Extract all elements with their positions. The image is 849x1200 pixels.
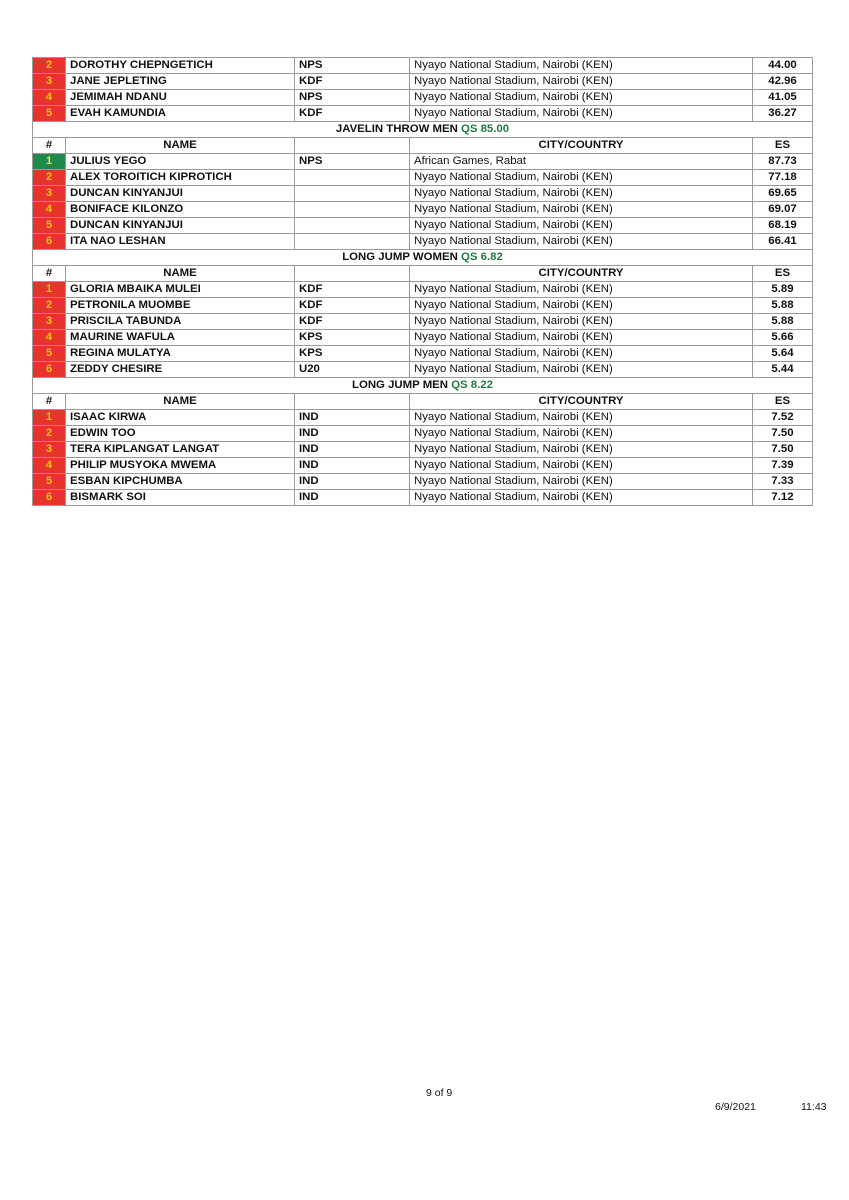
result-mark: 7.39	[753, 458, 813, 474]
qualifying-standard: QS 8.22	[451, 379, 493, 391]
athlete-name: REGINA MULATYA	[66, 346, 295, 362]
header-club	[295, 394, 410, 410]
header-result: ES	[753, 138, 813, 154]
athlete-row	[33, 298, 813, 314]
section-title-row	[33, 250, 813, 266]
result-mark: 42.96	[753, 74, 813, 90]
venue: Nyayo National Stadium, Nairobi (KEN)	[410, 218, 753, 234]
venue: Nyayo National Stadium, Nairobi (KEN)	[410, 458, 753, 474]
athlete-name: ITA NAO LESHAN	[66, 234, 295, 250]
rank-cell: 3	[33, 314, 66, 330]
athlete-club: NPS	[295, 90, 410, 106]
athlete-name: DUNCAN KINYANJUI	[66, 218, 295, 234]
qualifying-standard: QS 85.00	[460, 123, 510, 135]
athlete-row	[33, 426, 813, 442]
result-mark: 5.64	[753, 346, 813, 362]
result-mark: 7.50	[753, 426, 813, 442]
venue: Nyayo National Stadium, Nairobi (KEN)	[410, 474, 753, 490]
venue: Nyayo National Stadium, Nairobi (KEN)	[410, 74, 753, 90]
header-city-country: CITY/COUNTRY	[410, 138, 753, 154]
header-name: NAME	[66, 266, 295, 282]
venue: Nyayo National Stadium, Nairobi (KEN)	[410, 58, 753, 74]
result-mark: 41.05	[753, 90, 813, 106]
result-mark: 5.88	[753, 314, 813, 330]
column-header-row	[33, 138, 813, 154]
venue: Nyayo National Stadium, Nairobi (KEN)	[410, 202, 753, 218]
athlete-club: IND	[295, 410, 410, 426]
result-mark: 5.89	[753, 282, 813, 298]
athlete-row	[33, 442, 813, 458]
print-time: 11:43	[801, 1101, 827, 1113]
athlete-club: IND	[295, 474, 410, 490]
athlete-row	[33, 314, 813, 330]
rank-cell: 5	[33, 218, 66, 234]
rank-cell: 4	[33, 90, 66, 106]
athlete-row	[33, 90, 813, 106]
athlete-name: JEMIMAH NDANU	[66, 90, 295, 106]
athlete-club	[295, 202, 410, 218]
athlete-club: KDF	[295, 106, 410, 122]
result-mark: 44.00	[753, 58, 813, 74]
athlete-name: ISAAC KIRWA	[66, 410, 295, 426]
rank-cell: 6	[33, 362, 66, 378]
page-number: 9 of 9	[426, 1087, 453, 1099]
venue: Nyayo National Stadium, Nairobi (KEN)	[410, 186, 753, 202]
event-name: LONG JUMP MEN	[352, 379, 449, 391]
athlete-row	[33, 282, 813, 298]
athlete-name: ESBAN KIPCHUMBA	[66, 474, 295, 490]
result-mark: 87.73	[753, 154, 813, 170]
section-title-row	[33, 122, 813, 138]
venue: Nyayo National Stadium, Nairobi (KEN)	[410, 298, 753, 314]
venue: Nyayo National Stadium, Nairobi (KEN)	[410, 346, 753, 362]
event-name: LONG JUMP WOMEN	[342, 251, 458, 263]
result-mark: 68.19	[753, 218, 813, 234]
venue: Nyayo National Stadium, Nairobi (KEN)	[410, 106, 753, 122]
header-city-country: CITY/COUNTRY	[410, 394, 753, 410]
rank-cell: 5	[33, 474, 66, 490]
rank-cell: 1	[33, 154, 66, 170]
result-mark: 7.12	[753, 490, 813, 506]
rank-cell: 3	[33, 442, 66, 458]
athlete-name: BONIFACE KILONZO	[66, 202, 295, 218]
rank-cell: 4	[33, 202, 66, 218]
result-mark: 5.88	[753, 298, 813, 314]
athlete-club: KDF	[295, 298, 410, 314]
rank-cell: 3	[33, 74, 66, 90]
result-mark: 77.18	[753, 170, 813, 186]
athlete-club	[295, 170, 410, 186]
header-result: ES	[753, 394, 813, 410]
athlete-row	[33, 106, 813, 122]
rank-cell: 2	[33, 58, 66, 74]
column-header-row	[33, 394, 813, 410]
result-mark: 69.65	[753, 186, 813, 202]
header-rank: #	[33, 266, 66, 282]
rank-cell: 4	[33, 458, 66, 474]
athlete-name: DOROTHY CHEPNGETICH	[66, 58, 295, 74]
athlete-name: MAURINE WAFULA	[66, 330, 295, 346]
athlete-club: NPS	[295, 154, 410, 170]
section-title	[33, 250, 813, 266]
athlete-row	[33, 170, 813, 186]
athlete-row	[33, 218, 813, 234]
athlete-club: KDF	[295, 74, 410, 90]
venue: Nyayo National Stadium, Nairobi (KEN)	[410, 234, 753, 250]
athlete-name: BISMARK SOI	[66, 490, 295, 506]
header-name: NAME	[66, 394, 295, 410]
athlete-row	[33, 362, 813, 378]
qualifying-standard: QS 6.82	[460, 251, 503, 263]
venue: Nyayo National Stadium, Nairobi (KEN)	[410, 330, 753, 346]
athlete-row	[33, 74, 813, 90]
rank-cell: 5	[33, 106, 66, 122]
athlete-row	[33, 154, 813, 170]
athlete-row	[33, 490, 813, 506]
athlete-row	[33, 410, 813, 426]
header-name: NAME	[66, 138, 295, 154]
rank-cell: 6	[33, 490, 66, 506]
result-mark: 7.50	[753, 442, 813, 458]
result-mark: 5.44	[753, 362, 813, 378]
rank-cell: 2	[33, 170, 66, 186]
athlete-row	[33, 234, 813, 250]
athlete-row	[33, 346, 813, 362]
athlete-name: TERA KIPLANGAT LANGAT	[66, 442, 295, 458]
section-title-row	[33, 378, 813, 394]
result-mark: 69.07	[753, 202, 813, 218]
column-header-row	[33, 266, 813, 282]
athlete-club: IND	[295, 442, 410, 458]
athlete-club: KDF	[295, 314, 410, 330]
result-mark: 7.52	[753, 410, 813, 426]
rank-cell: 5	[33, 346, 66, 362]
header-result: ES	[753, 266, 813, 282]
athlete-name: EDWIN TOO	[66, 426, 295, 442]
rank-cell: 6	[33, 234, 66, 250]
athlete-row	[33, 186, 813, 202]
event-name: JAVELIN THROW MEN	[335, 123, 458, 135]
venue: Nyayo National Stadium, Nairobi (KEN)	[410, 314, 753, 330]
rank-cell: 1	[33, 410, 66, 426]
section-title	[33, 378, 813, 394]
athlete-club	[295, 234, 410, 250]
venue: Nyayo National Stadium, Nairobi (KEN)	[410, 362, 753, 378]
athlete-row	[33, 458, 813, 474]
venue: Nyayo National Stadium, Nairobi (KEN)	[410, 170, 753, 186]
header-club	[295, 138, 410, 154]
print-date: 6/9/2021	[715, 1101, 756, 1113]
header-club	[295, 266, 410, 282]
athlete-name: JULIUS YEGO	[66, 154, 295, 170]
result-mark: 66.41	[753, 234, 813, 250]
athlete-club: KPS	[295, 330, 410, 346]
venue: Nyayo National Stadium, Nairobi (KEN)	[410, 282, 753, 298]
athlete-name: ALEX TOROITICH KIPROTICH	[66, 170, 295, 186]
header-city-country: CITY/COUNTRY	[410, 266, 753, 282]
rank-cell: 1	[33, 282, 66, 298]
athlete-row	[33, 58, 813, 74]
athlete-name: PHILIP MUSYOKA MWEMA	[66, 458, 295, 474]
header-rank: #	[33, 394, 66, 410]
section-title	[33, 122, 813, 138]
rank-cell: 2	[33, 298, 66, 314]
rank-cell: 2	[33, 426, 66, 442]
athlete-name: EVAH KAMUNDIA	[66, 106, 295, 122]
athlete-club: IND	[295, 490, 410, 506]
athlete-row	[33, 474, 813, 490]
athlete-row	[33, 202, 813, 218]
venue: Nyayo National Stadium, Nairobi (KEN)	[410, 410, 753, 426]
athlete-club: KPS	[295, 346, 410, 362]
athlete-club: KDF	[295, 282, 410, 298]
venue: African Games, Rabat	[410, 154, 753, 170]
rank-cell: 3	[33, 186, 66, 202]
header-rank: #	[33, 138, 66, 154]
result-mark: 7.33	[753, 474, 813, 490]
rank-cell: 4	[33, 330, 66, 346]
venue: Nyayo National Stadium, Nairobi (KEN)	[410, 426, 753, 442]
venue: Nyayo National Stadium, Nairobi (KEN)	[410, 442, 753, 458]
athlete-club: U20	[295, 362, 410, 378]
results-table	[32, 57, 813, 506]
result-mark: 36.27	[753, 106, 813, 122]
athlete-name: JANE JEPLETING	[66, 74, 295, 90]
athlete-club: IND	[295, 426, 410, 442]
venue: Nyayo National Stadium, Nairobi (KEN)	[410, 490, 753, 506]
athlete-club: NPS	[295, 58, 410, 74]
athlete-club	[295, 186, 410, 202]
athlete-club	[295, 218, 410, 234]
athlete-name: ZEDDY CHESIRE	[66, 362, 295, 378]
venue: Nyayo National Stadium, Nairobi (KEN)	[410, 90, 753, 106]
athlete-name: PETRONILA MUOMBE	[66, 298, 295, 314]
athlete-club: IND	[295, 458, 410, 474]
athlete-name: GLORIA MBAIKA MULEI	[66, 282, 295, 298]
athlete-name: DUNCAN KINYANJUI	[66, 186, 295, 202]
athlete-name: PRISCILA TABUNDA	[66, 314, 295, 330]
result-mark: 5.66	[753, 330, 813, 346]
athlete-row	[33, 330, 813, 346]
